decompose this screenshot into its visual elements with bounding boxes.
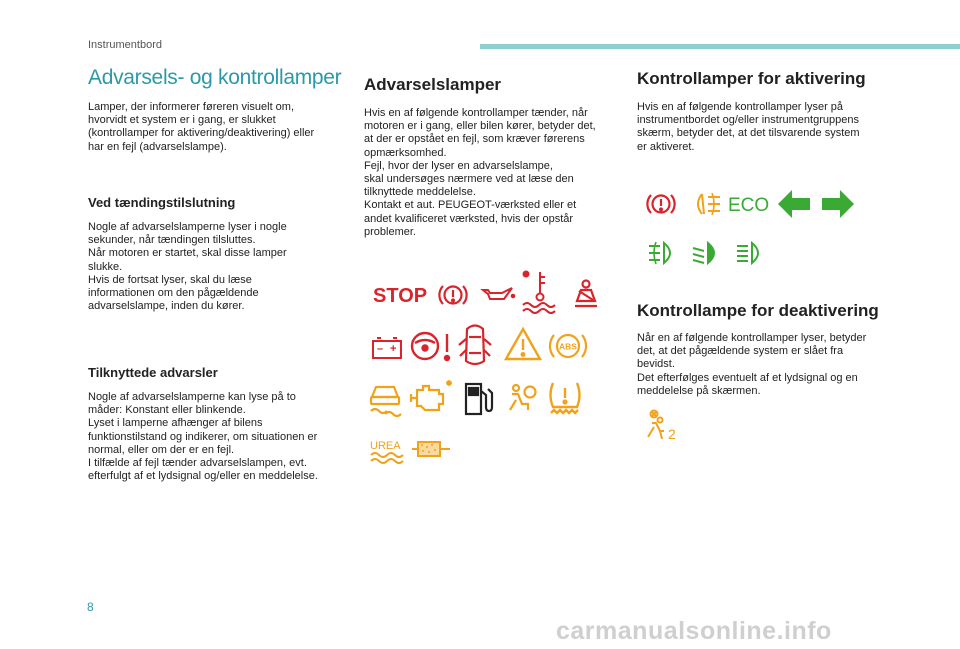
warning-lamps-paragraph: Hvis en af følgende kontrollamper tænder, når motoren er i gang, eller bilen kører, betyder det, at der er opstået en fejl, som kræver førerens opmærksomhed. Fejl, hvor der lyser en advarselslampe, skal undersøges nærmere ved at læse den tilknyttede meddelelse. Kontakt et aut. PEUGEOT-værksted eller et andet kvalificeret værksted, hvis der opstår problemer.: [364, 107, 596, 238]
stop-icon: [372, 282, 428, 307]
general-warning-icon: [503, 326, 543, 362]
fuel-level-icon: [463, 381, 495, 417]
seatbelt-icon: [571, 279, 601, 309]
turn-left-indicator-icon: [776, 188, 812, 220]
battery-minus-label: –: [377, 343, 384, 355]
eco-stop-start-icon: [728, 190, 772, 218]
watermark: carmanualsonline.info: [556, 617, 832, 645]
rear-fog-lamp-icon: [690, 190, 724, 218]
passenger-airbag-off-icon: [644, 409, 682, 441]
coolant-temperature-icon: [520, 268, 560, 316]
deactivation-paragraph: Når en af følgende kontrollamper lyser, betyder det, at det pågældende system er slået fra bevidst. Det efterfølges eventuelt af et lydsignal og en meddelelse på skærmen.: [637, 332, 867, 397]
airbag-fault-icon: [506, 382, 538, 414]
header-section-title: Instrumentbord: [88, 39, 162, 51]
ignition-paragraph: Nogle af advarselslamperne lyser i nogle sekunder, når tændingen tilsluttes. Når motoren er startet, skal disse lamper slukke. Hvis de fortsat lyser, skal du læse informationen om den pågældende advarselslampe, inden du kører.: [88, 221, 287, 313]
activation-paragraph: Hvis en af følgende kontrollamper lyser på instrumentbordet og/eller instrumentgruppens skærm, betyder det, at det tilsvarende system er aktiveret.: [637, 101, 860, 153]
abs-icon-label: ABS: [559, 341, 577, 352]
parking-brake-icon: [646, 190, 676, 218]
eco-icon-label: ECO: [728, 195, 770, 216]
particle-filter-icon: [410, 437, 452, 461]
door-open-icon: [457, 323, 493, 367]
daytime-running-lights-icon: [734, 239, 768, 267]
related-paragraph: Nogle af advarselslamperne kan lyse på to måder: Konstant eller blinkende. Lyset i lamperne afhænger af bilens funktionstilstand og indikerer, om situationen er normal, eller om der er en fejl. I tilfælde af fejl tænder advarselslampen, evt. efterfulgt af et lydsignal og/eller en meddelelse.: [88, 391, 318, 483]
abs-icon: [548, 329, 588, 363]
airbag-number-label: 2: [668, 426, 676, 442]
brake-warning-icon: [438, 281, 468, 309]
ignition-heading: Ved tændingstilslutning: [88, 195, 236, 210]
dipped-beam-icon: [690, 239, 724, 267]
stability-control-icon: [367, 381, 403, 417]
engine-malfunction-icon: [409, 380, 451, 414]
power-steering-icon: [408, 328, 456, 364]
header-bar: [480, 44, 960, 49]
turn-right-indicator-icon: [820, 188, 856, 220]
activation-heading: Kontrollamper for aktivering: [637, 69, 866, 88]
deactivation-heading: Kontrollampe for deaktivering: [637, 301, 879, 320]
adblue-urea-icon: [369, 437, 405, 463]
page-title: Advarsels- og kontrollamper: [88, 66, 342, 89]
front-fog-lamp-icon: [646, 239, 680, 267]
warning-lamps-heading: Advarselslamper: [364, 75, 502, 94]
urea-icon-label: UREA: [370, 440, 401, 452]
tyre-pressure-icon: [545, 377, 585, 417]
battery-plus-label: +: [390, 343, 397, 355]
oil-pressure-icon: [480, 280, 516, 306]
related-heading: Tilknyttede advarsler: [88, 365, 218, 380]
stop-icon-label: STOP: [373, 285, 428, 307]
battery-icon: [371, 335, 403, 361]
intro-paragraph: Lamper, der informerer føreren visuelt om, hvorvidt et system er i gang, er slukket (kontrollamper for aktivering/deaktivering) eller har en fejl (advarselslampe).: [88, 101, 315, 153]
page-number: 8: [87, 600, 94, 614]
